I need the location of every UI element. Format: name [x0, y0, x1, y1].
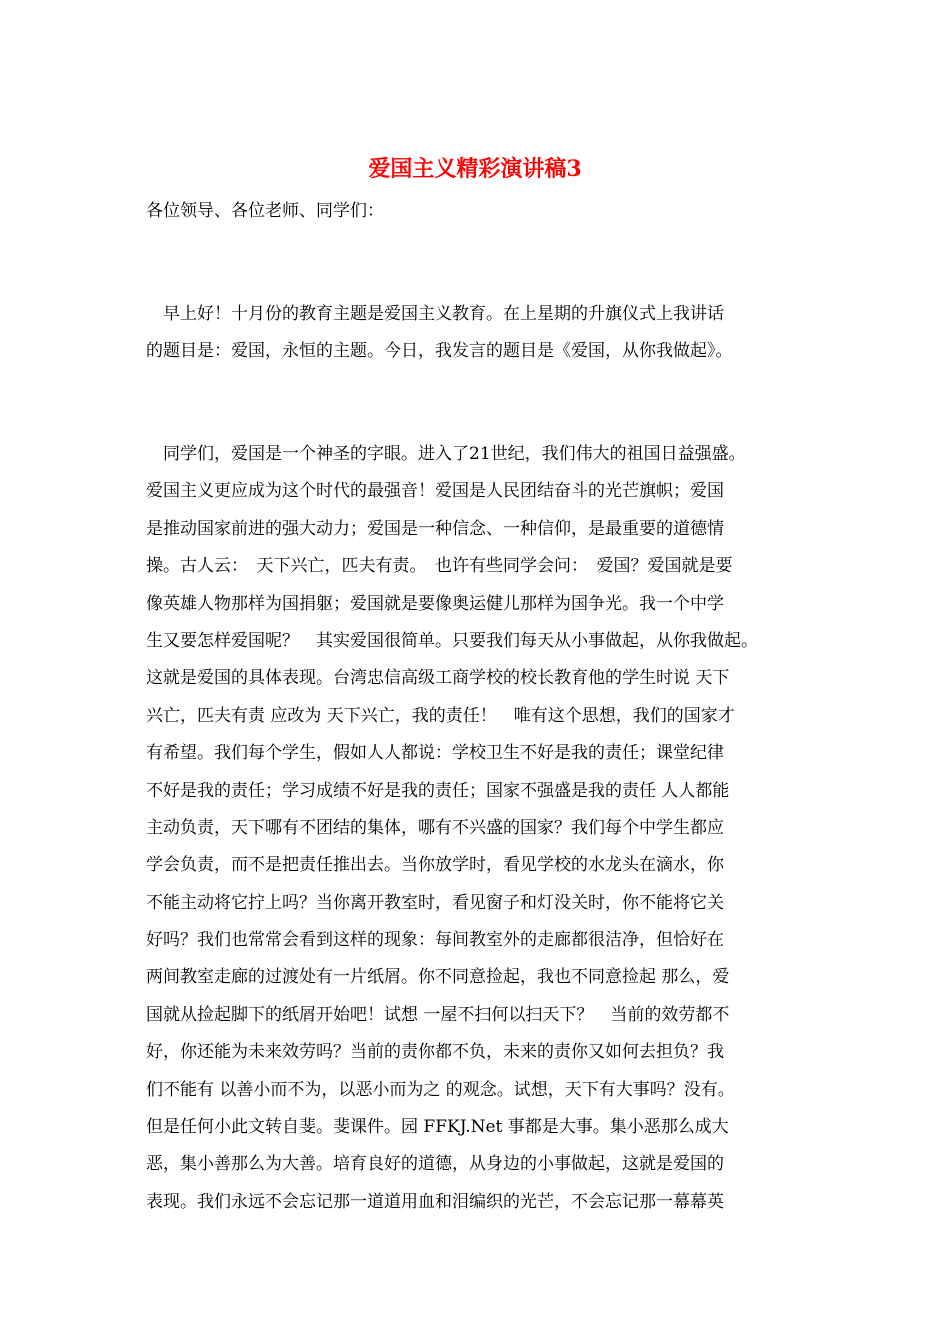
text-line: 有希望。我们每个学生，假如人人都说：学校卫生不好是我的责任；课堂纪律	[146, 743, 724, 764]
document-title: 爱国主义精彩演讲稿3	[368, 156, 582, 182]
text-line: 但是任何小此文转自斐。斐课件。园 FFKJ.Net 事都是大事。集小恶那么成大	[146, 1117, 729, 1138]
paragraph-1	[146, 296, 826, 371]
text-line: 不能主动将它拧上吗？当你离开教室时，看见窗子和灯没关时，你不能将它关	[146, 892, 724, 913]
text-line: 好，你还能为未来效劳吗？当前的责你都不负，未来的责你又如何去担负？我	[146, 1042, 724, 1063]
text-line: 这就是爱国的具体表现。台湾忠信高级工商学校的校长教育他的学生时说 天下	[146, 668, 730, 689]
text-line: 早上好！十月份的教育主题是爱国主义教育。在上星期的升旗仪式上我讲话	[146, 304, 724, 324]
text-line: 表现。我们永远不会忘记那一道道用血和泪编织的光芒，不会忘记那一幕幕英	[146, 1191, 724, 1212]
text-line: 恶，集小善那么为大善。培育良好的道德，从身边的小事做起，这就是爱国的	[146, 1154, 724, 1175]
text-line: 主动负责，天下哪有不团结的集体，哪有不兴盛的国家？我们每个中学生都应	[146, 817, 724, 838]
text-line: 国就从捡起脚下的纸屑开始吧！试想 一屋不扫何以扫天下？ 当前的效劳都不	[146, 1004, 730, 1025]
text-line: 像英雄人物那样为国捐躯；爱国就是要像奥运健儿那样为国争光。我一个中学	[146, 593, 724, 614]
text-line: 兴亡，匹夫有责 应改为 天下兴亡，我的责任！ 唯有这个思想，我们的国家才	[146, 705, 735, 726]
text-line: 生又要怎样爱国呢？ 其实爱国很简单。只要我们每天从小事做起，从你我做起。	[146, 630, 758, 651]
text-line: 的题目是：爱国，永恒的主题。今日，我发言的题目是《爱国，从你我做起》。	[146, 341, 733, 362]
paragraph-2	[146, 436, 826, 1221]
text-line: 们不能有 以善小而不为，以恶小而为之 的观念。试想，天下有大事吗？没有。	[146, 1079, 735, 1100]
text-line: 是推动国家前进的强大动力；爱国是一种信念、一种信仰，是最重要的道德情	[146, 518, 724, 539]
text-line: 操。古人云： 天下兴亡，匹夫有责。 也许有些同学会问： 爱国？爱国就是要	[146, 556, 733, 577]
text-line: 学会负责，而不是把责任推出去。当你放学时，看见学校的水龙头在滴水，你	[146, 855, 724, 876]
text-line: 不好是我的责任；学习成绩不好是我的责任；国家不强盛是我的责任 人人都能	[146, 780, 730, 801]
text-line: 好吗？我们也常常会看到这样的现象：每间教室外的走廊都很洁净，但恰好在	[146, 930, 724, 951]
text-line: 同学们，爱国是一个神圣的字眼。进入了21世纪，我们伟大的祖国日益强盛。	[146, 444, 746, 464]
text-line: 两间教室走廊的过渡处有一片纸屑。你不同意捡起，我也不同意捡起 那么，爱	[146, 967, 730, 988]
salutation: 各位领导、各位老师、同学们：	[146, 201, 384, 221]
text-line: 爱国主义更应成为这个时代的最强音！爱国是人民团结奋斗的光芒旗帜；爱国	[146, 481, 724, 502]
